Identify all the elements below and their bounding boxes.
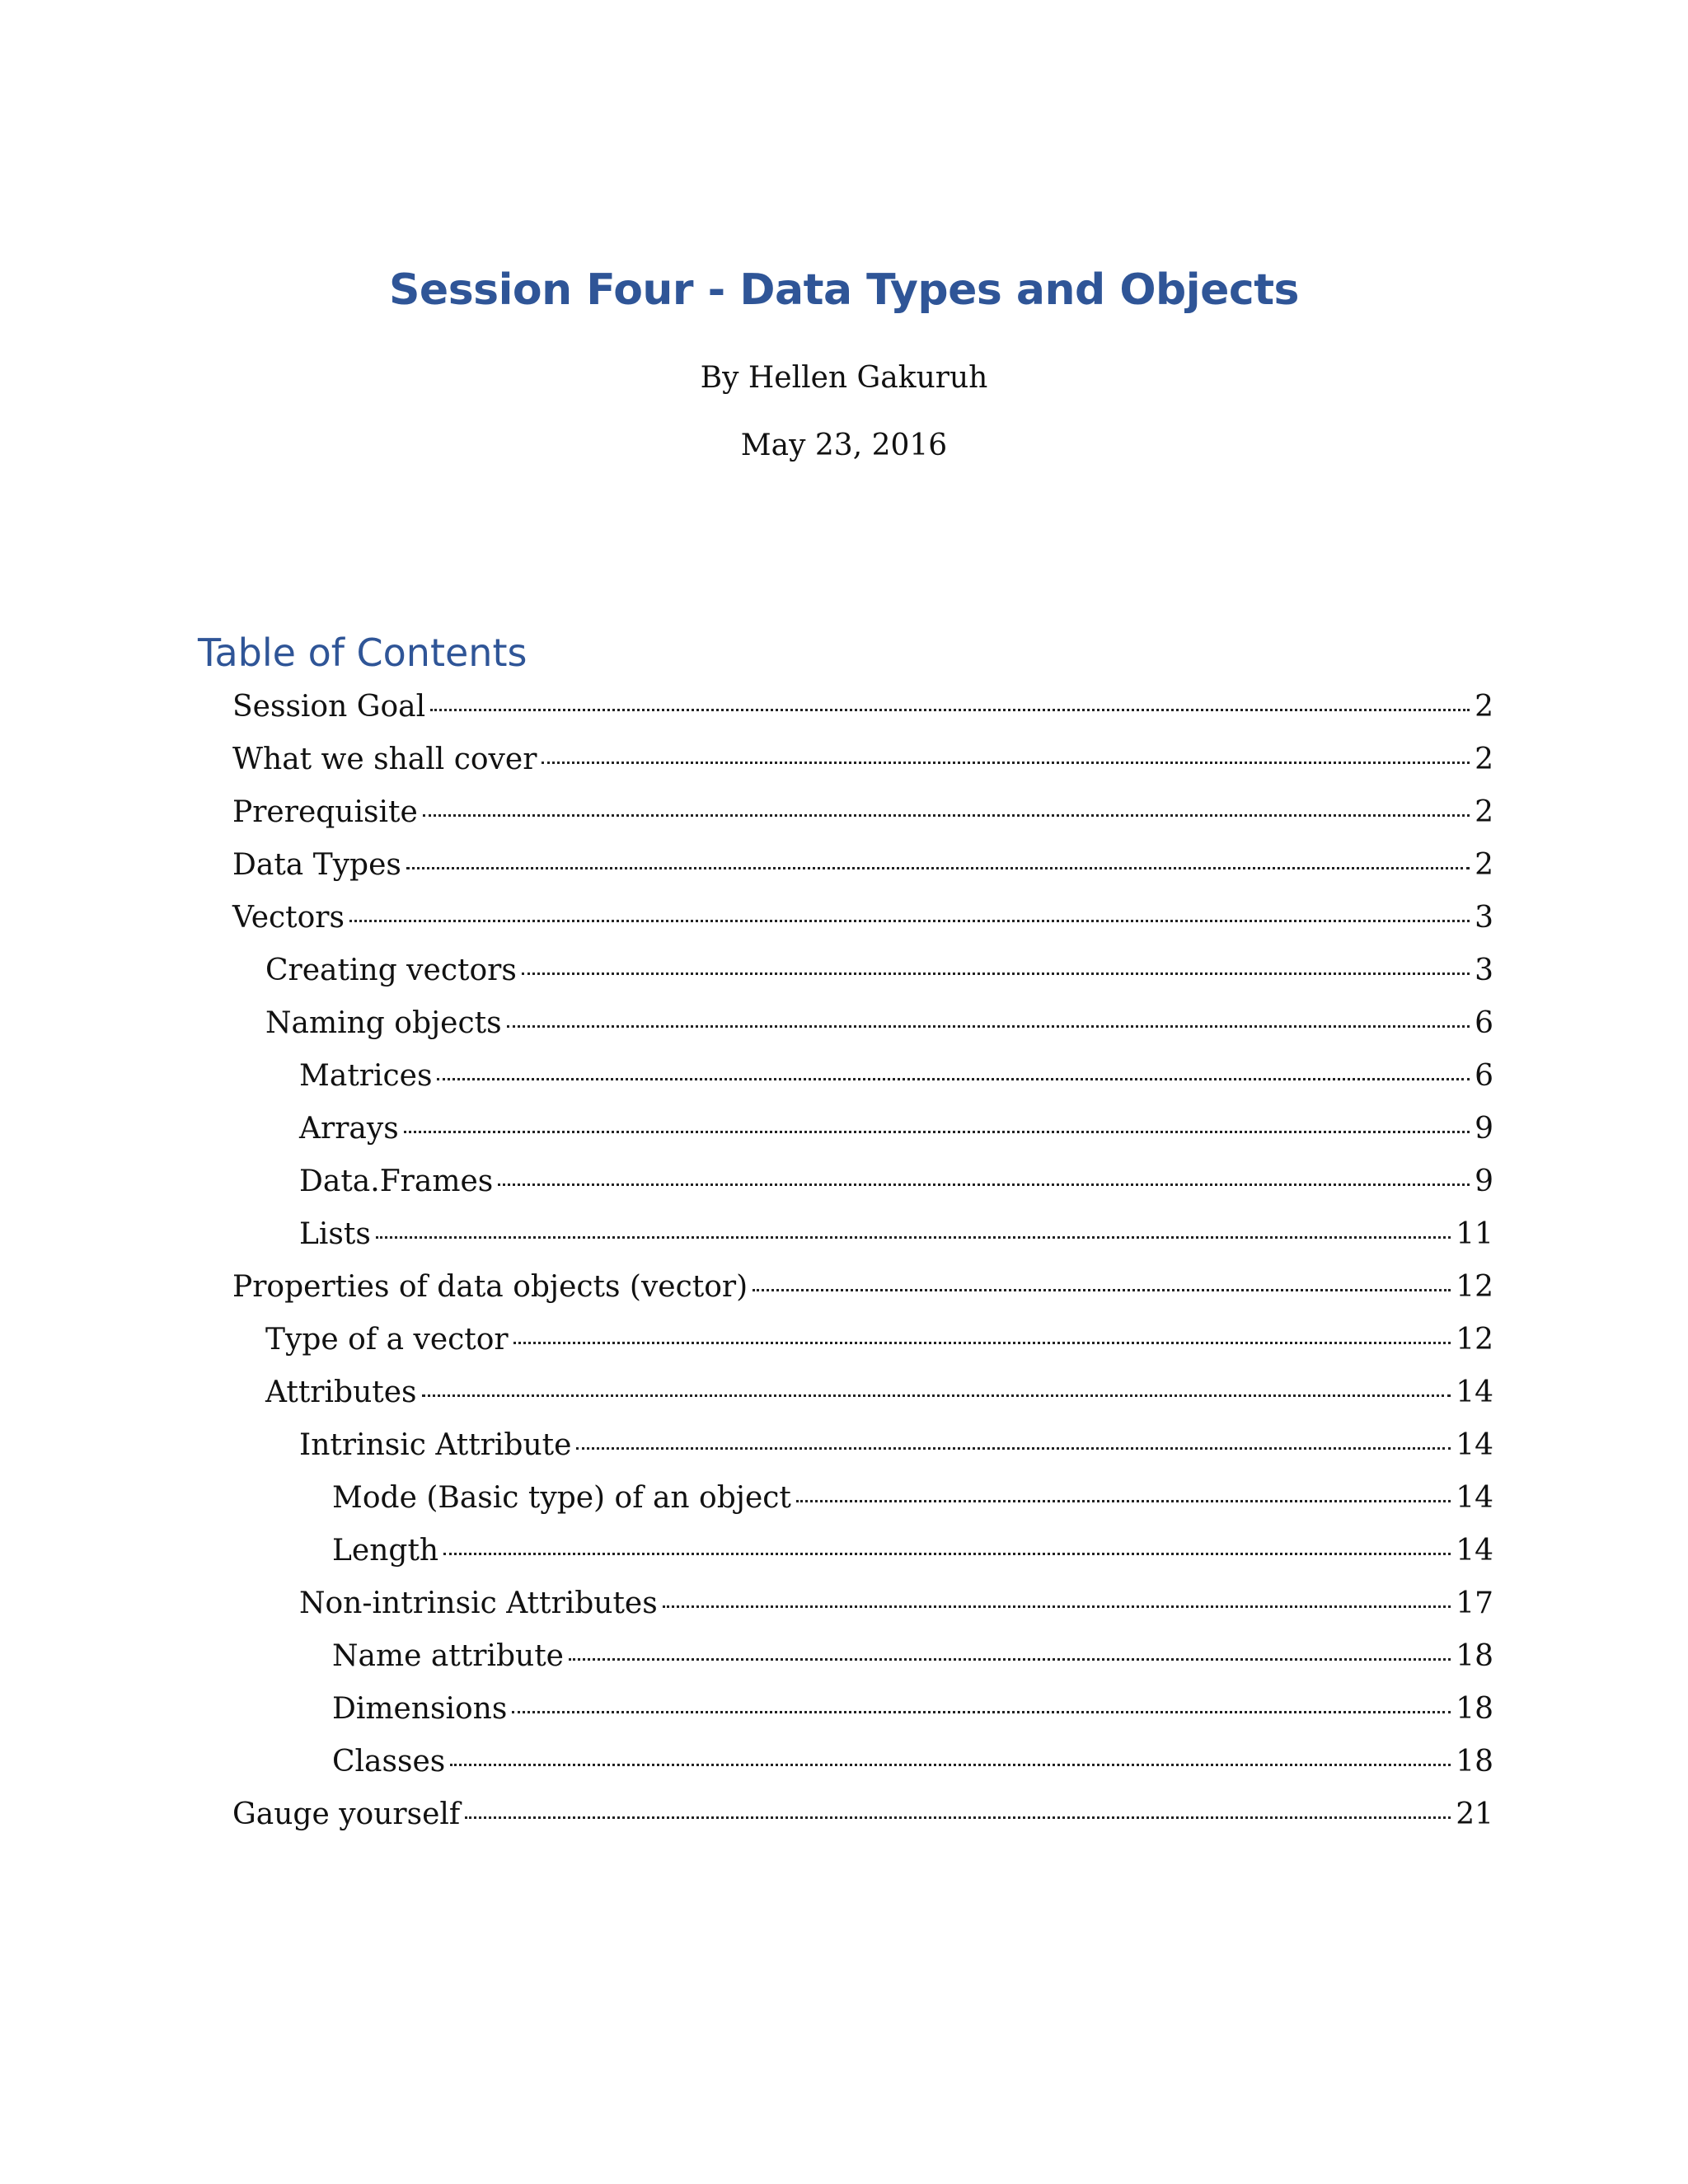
toc-entry[interactable] [232,681,1493,733]
toc-entry[interactable] [332,1472,1493,1525]
toc-dot-leader [498,1183,1470,1186]
toc-entry[interactable] [232,1261,1493,1314]
document-date: May 23, 2016 [740,429,948,462]
toc-entry-page-number: 12 [1456,1323,1493,1357]
toc-entry-label: Dimensions [332,1692,508,1726]
toc-entry-page-number: 18 [1456,1639,1493,1673]
toc-entry-page-number: 9 [1475,1165,1493,1198]
toc-dot-leader [542,762,1470,764]
toc-entry-page-number: 11 [1456,1217,1493,1251]
toc-entry[interactable] [299,1155,1493,1208]
toc-entry-label: Vectors [232,901,345,935]
toc-entry[interactable] [332,1683,1493,1736]
toc-entry-label: Type of a vector [265,1323,509,1357]
toc-entry[interactable] [232,892,1493,944]
toc-dot-leader [404,1131,1470,1133]
toc-entry[interactable] [299,1050,1493,1103]
toc-entry-page-number: 2 [1475,795,1493,829]
toc-entry-label: Attributes [265,1376,417,1409]
toc-entry[interactable] [232,839,1493,892]
toc-entry-label: Gauge yourself [232,1797,461,1831]
toc-dot-leader [753,1289,1451,1291]
toc-dot-leader [430,709,1470,711]
toc-entry-label: Length [332,1534,439,1568]
toc-entry-page-number: 14 [1456,1534,1493,1568]
toc-dot-leader [796,1500,1451,1502]
toc-entry-page-number: 14 [1456,1428,1493,1462]
toc-entry[interactable] [265,944,1493,997]
toc-entry-label: Arrays [299,1112,399,1146]
toc-entry-page-number: 14 [1456,1376,1493,1409]
toc-entry-page-number: 12 [1456,1270,1493,1304]
toc-dot-leader [349,920,1470,922]
toc-entry-page-number: 18 [1456,1692,1493,1726]
toc-entry[interactable] [265,1314,1493,1366]
toc-entry[interactable] [232,733,1493,786]
toc-entry-label: Mode (Basic type) of an object [332,1481,791,1515]
toc-dot-leader [522,972,1470,975]
toc-entry-page-number: 17 [1456,1586,1493,1620]
toc-entry-label: Name attribute [332,1639,564,1673]
document-title: Session Four - Data Types and Objects [388,265,1300,315]
table-of-contents [0,681,1688,1841]
toc-entry-label: Matrices [299,1059,433,1093]
toc-dot-leader [422,1394,1451,1397]
toc-entry-page-number: 14 [1456,1481,1493,1515]
toc-entry-page-number: 6 [1475,1006,1493,1040]
toc-entry-label: Data.Frames [299,1165,494,1198]
toc-dot-leader [576,1447,1451,1450]
toc-entry[interactable] [232,1788,1493,1841]
toc-entry-page-number: 18 [1456,1745,1493,1779]
toc-entry[interactable] [332,1525,1493,1577]
toc-entry-page-number: 6 [1475,1059,1493,1093]
toc-entry-label: Non-intrinsic Attributes [299,1586,658,1620]
toc-entry[interactable] [332,1736,1493,1788]
toc-entry-page-number: 2 [1475,743,1493,776]
toc-heading: Table of Contents [198,630,528,675]
toc-dot-leader [406,867,1470,869]
toc-dot-leader [423,814,1470,817]
toc-dot-leader [513,1342,1451,1344]
toc-entry-page-number: 2 [1475,690,1493,724]
toc-dot-leader [512,1711,1451,1713]
toc-entry-label: Lists [299,1217,371,1251]
toc-entry-label: Creating vectors [265,954,517,987]
toc-dot-leader [465,1816,1451,1819]
toc-entry[interactable] [299,1208,1493,1261]
toc-entry-page-number: 2 [1475,848,1493,882]
toc-entry[interactable] [265,997,1493,1050]
toc-entry-label: Classes [332,1745,446,1779]
toc-entry[interactable] [232,786,1493,839]
toc-dot-leader [507,1025,1470,1028]
toc-dot-leader [437,1078,1470,1080]
toc-entry-label: Session Goal [232,690,426,724]
toc-dot-leader [376,1236,1451,1239]
toc-entry-page-number: 9 [1475,1112,1493,1146]
document-author: By Hellen Gakuruh [700,361,988,395]
toc-entry[interactable] [299,1419,1493,1472]
toc-entry-label: Naming objects [265,1006,502,1040]
toc-entry[interactable] [299,1103,1493,1155]
toc-entry-label: Intrinsic Attribute [299,1428,572,1462]
toc-dot-leader [450,1764,1451,1766]
toc-entry-label: Prerequisite [232,795,418,829]
toc-dot-leader [663,1605,1451,1608]
toc-entry-page-number: 3 [1475,901,1493,935]
toc-entry-label: What we shall cover [232,743,537,776]
toc-entry-page-number: 3 [1475,954,1493,987]
toc-dot-leader [443,1553,1451,1555]
toc-entry-label: Properties of data objects (vector) [232,1270,748,1304]
toc-entry[interactable] [265,1366,1493,1419]
toc-dot-leader [569,1658,1451,1661]
toc-entry[interactable] [299,1577,1493,1630]
toc-entry-page-number: 21 [1456,1797,1493,1831]
toc-entry-label: Data Types [232,848,401,882]
toc-entry[interactable] [332,1630,1493,1683]
